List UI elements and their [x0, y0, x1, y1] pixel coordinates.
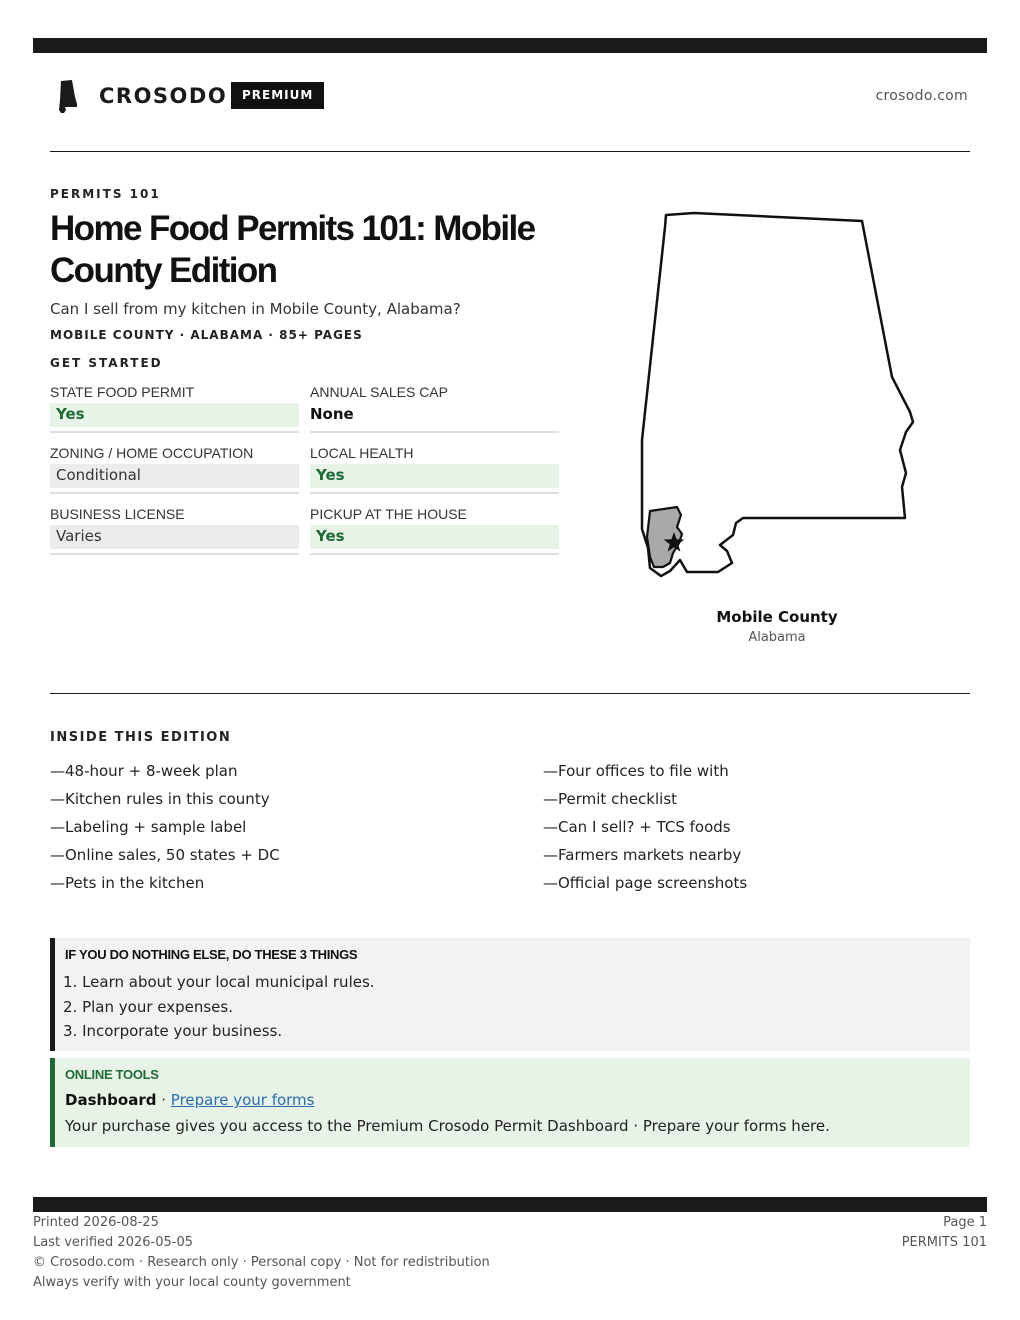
list-item: —Pets in the kitchen — [50, 874, 205, 892]
list-item: 1. Learn about your local municipal rules. — [63, 973, 375, 991]
contents-list-right — [543, 757, 747, 897]
site-url[interactable]: crosodo.com — [875, 88, 968, 104]
alabama-logo-icon — [58, 80, 80, 114]
map-state-label: Alabama — [748, 630, 806, 645]
list-item: —48-hour + 8-week plan — [50, 762, 238, 780]
dashboard-line — [65, 1091, 314, 1109]
fact-label: PICKUP AT THE HOUSE — [310, 506, 467, 522]
list-item: —Labeling + sample label — [50, 818, 247, 836]
page-header — [50, 78, 970, 118]
fact-value: None — [310, 405, 354, 423]
footer-left — [33, 1213, 490, 1293]
fact-label: STATE FOOD PERMIT — [50, 384, 195, 400]
page-subtitle: Can I sell from my kitchen in Mobile County, Alabama? — [50, 300, 461, 318]
mobile-county-shape — [647, 507, 682, 567]
separator: · — [156, 1091, 171, 1109]
alabama-map — [630, 205, 930, 590]
three-things-callout — [50, 938, 970, 1051]
callout-heading: IF YOU DO NOTHING ELSE, DO THESE 3 THINGS — [65, 947, 358, 962]
fact-cell — [50, 505, 299, 555]
online-tools-box — [50, 1058, 970, 1147]
verified-date: Last verified 2026-05-05 — [33, 1235, 193, 1250]
footer-section: PERMITS 101 — [901, 1235, 987, 1250]
top-rule-bar — [33, 38, 987, 53]
list-item: —Farmers markets nearby — [543, 846, 742, 864]
dashboard-label: Dashboard — [65, 1091, 157, 1109]
fact-cell — [310, 505, 559, 555]
section-kicker: PERMITS 101 — [50, 187, 161, 201]
fact-cell — [310, 444, 559, 494]
get-started-heading: GET STARTED — [50, 356, 163, 370]
list-item: —Kitchen rules in this county — [50, 790, 270, 808]
fact-label: LOCAL HEALTH — [310, 445, 414, 461]
map-county-label: Mobile County — [716, 608, 838, 626]
inside-edition-heading: INSIDE THIS EDITION — [50, 730, 232, 745]
brand-name[interactable]: CROSODO — [99, 84, 228, 108]
copyright-notice: © Crosodo.com · Research only · Personal copy · Not for redistribution — [33, 1255, 490, 1270]
list-item: 3. Incorporate your business. — [63, 1022, 283, 1040]
online-tools-heading: ONLINE TOOLS — [65, 1067, 159, 1082]
header-divider — [50, 151, 970, 152]
permit-facts-grid — [50, 383, 559, 555]
fact-label: BUSINESS LICENSE — [50, 506, 185, 522]
verify-note: Always verify with your local county government — [33, 1275, 351, 1290]
fact-value: Yes — [310, 464, 559, 488]
fact-value: Yes — [50, 403, 299, 427]
list-item: 2. Plan your expenses. — [63, 997, 233, 1016]
fact-cell — [310, 383, 559, 433]
fact-label: ANNUAL SALES CAP — [310, 384, 448, 400]
page-title: Home Food Permits 101: Mobile County Edition — [50, 209, 535, 290]
contents-list-left — [50, 757, 280, 897]
fact-cell — [50, 444, 299, 494]
alabama-outline — [642, 213, 913, 576]
fact-label: ZONING / HOME OCCUPATION — [50, 445, 254, 461]
list-item: —Online sales, 50 states + DC — [50, 846, 280, 864]
callout-list — [63, 970, 375, 1044]
list-item: —Official page screenshots — [543, 874, 748, 892]
edition-meta: MOBILE COUNTY · ALABAMA · 85+ PAGES — [50, 328, 363, 342]
list-item: —Four offices to file with — [543, 762, 729, 780]
prepare-forms-link[interactable]: Prepare your forms — [170, 1091, 315, 1109]
dashboard-description: Your purchase gives you access to the Premium Crosodo Permit Dashboard · Prepare your forms here. — [65, 1117, 830, 1135]
fact-value: Yes — [310, 525, 559, 549]
footer-right — [902, 1213, 987, 1253]
section-divider — [50, 693, 970, 694]
bottom-rule-bar — [33, 1197, 987, 1212]
printed-date: Printed 2026-08-25 — [33, 1215, 159, 1230]
fact-cell — [50, 383, 299, 433]
fact-value: Conditional — [50, 464, 299, 488]
premium-badge: PREMIUM — [231, 82, 324, 109]
list-item: —Can I sell? + TCS foods — [543, 818, 731, 836]
list-item: —Permit checklist — [543, 790, 678, 808]
fact-value: Varies — [50, 525, 299, 549]
page-number: Page 1 — [943, 1215, 987, 1230]
